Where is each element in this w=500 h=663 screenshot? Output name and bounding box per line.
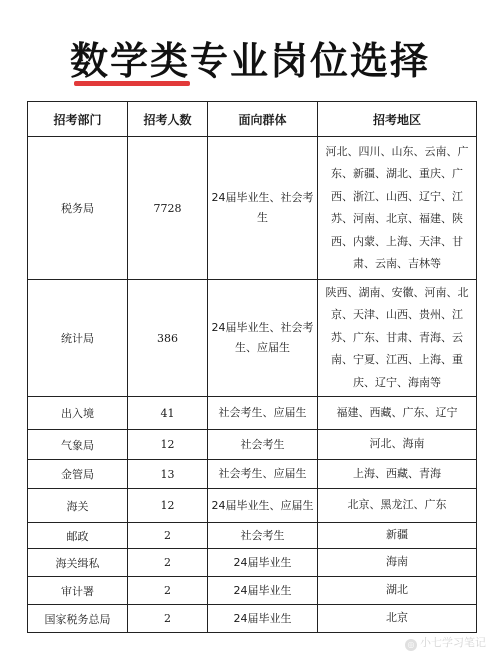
cell-group: 24届毕业生 xyxy=(208,605,318,633)
xiaohongshu-logo-icon: ◎ xyxy=(405,639,417,651)
table-row xyxy=(28,489,477,523)
cell-area: 河北、四川、山东、云南、广东、新疆、湖北、重庆、广西、浙江、山西、辽宁、江苏、河南、北京、福建、陕西、内蒙、上海、天津、甘肃、云南、吉林等 xyxy=(318,137,477,280)
cell-area: 海南 xyxy=(318,549,477,577)
cell-count: 12 xyxy=(128,430,208,460)
cell-group: 社会考生、应届生 xyxy=(208,460,318,489)
table-row xyxy=(28,397,477,430)
cell-group: 24届毕业生、社会考生 xyxy=(208,137,318,280)
cell-area: 上海、西藏、青海 xyxy=(318,460,477,489)
header-area: 招考地区 xyxy=(318,102,477,137)
header-group: 面向群体 xyxy=(208,102,318,137)
cell-count: 2 xyxy=(128,577,208,605)
table-row xyxy=(28,280,477,397)
table-row xyxy=(28,460,477,489)
page-title: 数学类专业岗位选择 xyxy=(69,39,430,83)
cell-count: 2 xyxy=(128,523,208,549)
cell-count: 13 xyxy=(128,460,208,489)
cell-group: 24届毕业生 xyxy=(208,577,318,605)
header-count: 招考人数 xyxy=(128,102,208,137)
cell-group: 社会考生 xyxy=(208,430,318,460)
cell-group: 24届毕业生 xyxy=(208,549,318,577)
table-row xyxy=(28,430,477,460)
cell-count: 2 xyxy=(128,605,208,633)
table-row xyxy=(28,523,477,549)
cell-area: 北京、黑龙江、广东 xyxy=(318,489,477,523)
cell-department: 审计署 xyxy=(28,577,128,605)
cell-department: 税务局 xyxy=(28,137,128,280)
page-header xyxy=(0,34,500,96)
cell-count: 2 xyxy=(128,549,208,577)
cell-area: 福建、西藏、广东、辽宁 xyxy=(318,397,477,430)
cell-area: 河北、海南 xyxy=(318,430,477,460)
cell-department: 海关 xyxy=(28,489,128,523)
cell-group: 社会考生、应届生 xyxy=(208,397,318,430)
table-row xyxy=(28,605,477,633)
cell-area: 陕西、湖南、安徽、河南、北京、天津、山西、贵州、江苏、广东、甘肃、青海、云南、宁夏、江西、上海、重庆、辽宁、海南等 xyxy=(318,280,477,397)
recruitment-table xyxy=(27,101,477,633)
cell-department: 海关缉私 xyxy=(28,549,128,577)
cell-count: 12 xyxy=(128,489,208,523)
watermark xyxy=(405,634,486,651)
cell-count: 386 xyxy=(128,280,208,397)
cell-department: 气象局 xyxy=(28,430,128,460)
table-row xyxy=(28,137,477,280)
cell-count: 41 xyxy=(128,397,208,430)
header-department: 招考部门 xyxy=(28,102,128,137)
cell-area: 新疆 xyxy=(318,523,477,549)
cell-department: 出入境 xyxy=(28,397,128,430)
table-row xyxy=(28,549,477,577)
cell-department: 邮政 xyxy=(28,523,128,549)
cell-count: 7728 xyxy=(128,137,208,280)
cell-group: 24届毕业生、应届生 xyxy=(208,489,318,523)
cell-area: 湖北 xyxy=(318,577,477,605)
cell-group: 社会考生 xyxy=(208,523,318,549)
cell-area: 北京 xyxy=(318,605,477,633)
watermark-text: 小七学习笔记 xyxy=(420,636,486,649)
cell-department: 统计局 xyxy=(28,280,128,397)
cell-department: 金管局 xyxy=(28,460,128,489)
table-header-row xyxy=(28,102,477,137)
cell-group: 24届毕业生、社会考生、应届生 xyxy=(208,280,318,397)
table-row xyxy=(28,577,477,605)
cell-department: 国家税务总局 xyxy=(28,605,128,633)
